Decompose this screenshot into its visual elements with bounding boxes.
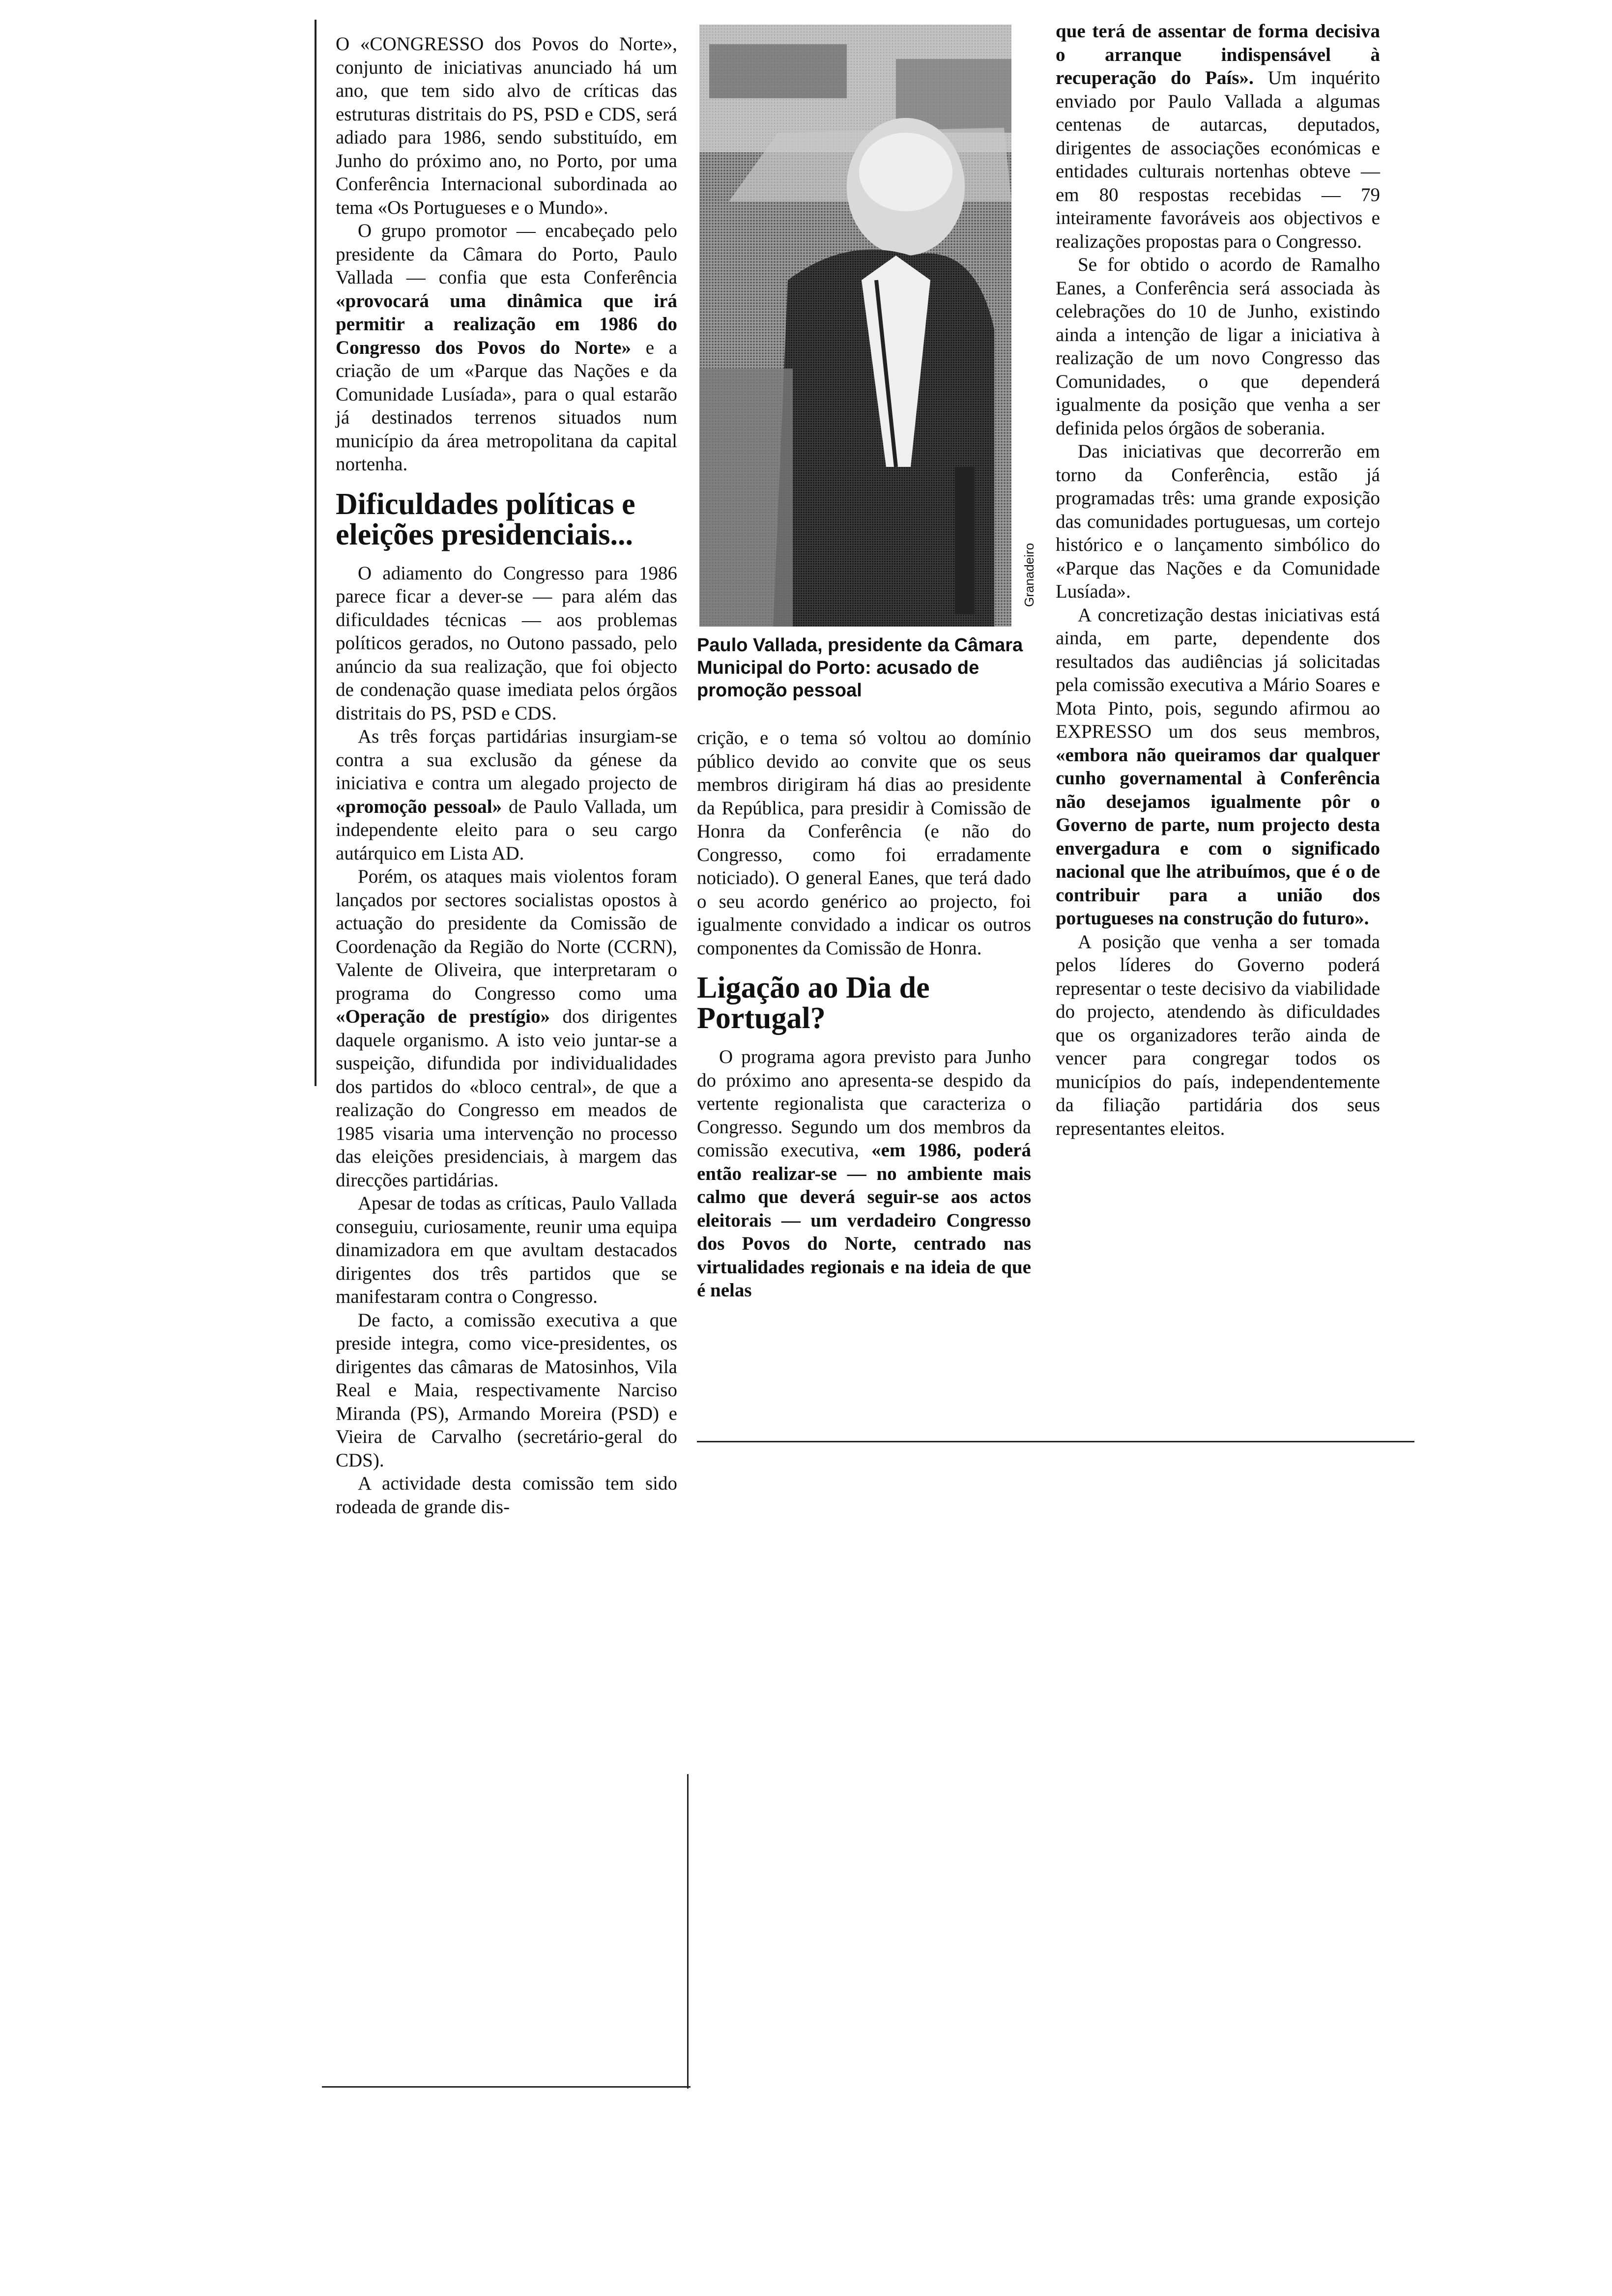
paragraph: crição, e o tema só voltou ao domínio público devido ao convite que os seus membros dirigiram há dias ao presidente da República, para presidir à Comissão de Honra da Conferência (e não do Congresso, como foi erradamente noticiado). O general Eanes, que terá dado o seu acordo genérico ao projecto, foi igualmente convidado a indicar os outros componentes da Comissão de Honra.	[697, 727, 1031, 959]
paragraph: A actividade desta comissão tem sido rodeada de grande dis-	[336, 1473, 677, 1518]
paragraph: Porém, os ataques mais violentos foram lançados por sectores socialistas opostos à actuação do presidente da Comissão de Coordenação da Região do Norte (CCRN), Valente de Oliveira, que interpretaram o programa do Congresso como uma «Operação de prestígio» dos dirigentes daquele organismo. A isto veio juntar-se a suspeição, difundida por individualidades dos partidos do «bloco central», de que a realização do Congresso em meados de 1985 visaria uma intervenção no processo das eleições presidenciais, à margem das direcções partidárias.	[336, 866, 677, 1191]
section-heading: Ligação ao Dia de Portugal?	[697, 971, 930, 1035]
article-column-1	[336, 32, 677, 1519]
paragraph: As três forças partidárias insurgiam-se contra a sua exclusão da génese da iniciativa e contra um alegado projecto de «promoção pessoal» de Paulo Vallada, um independente eleito para o seu cargo autárquico em Lista AD.	[336, 726, 677, 864]
paragraph: Se for obtido o acordo de Ramalho Eanes, a Conferência será associada às celebrações do 10 de Junho, existindo ainda a intenção de ligar a iniciativa à realização de um novo Congresso das Comunidades, o que dependerá igualmente da posição que venha a ser definida pelos órgãos de soberania.	[1056, 254, 1380, 439]
portrait-photo-image	[699, 25, 1011, 627]
paragraph: O programa agora previsto para Junho do próximo ano apresenta-se despido da vertente regionalista que caracteriza o Congresso. Segundo um dos membros da comissão executiva, «em 1986, poderá então realizar-se — no ambiente mais calmo que deverá seguir-se aos actos eleitorais — um verdadeiro Congresso dos Povos do Norte, centrado nas virtualidades regionais e na ideia de que é nelas	[697, 1046, 1031, 1301]
paragraph: A concretização destas iniciativas está ainda, em parte, dependente dos resultados das audiências já solicitadas pela comissão executiva a Mário Soares e Mota Pinto, pois, segundo afirmou ao EXPRESSO um dos seus membros, «embora não queiramos dar qualquer cunho governamental à Conferência não desejamos igualmente pôr o Governo de parte, num projecto desta envergadura e com o significado nacional que lhe atribuímos, que é o de contribuir para a união dos portugueses na construção do futuro».	[1056, 604, 1380, 929]
photo-credit: Granadeiro	[1022, 543, 1036, 607]
paragraph: O «CONGRESSO dos Povos do Norte», conjunto de iniciativas anunciado há um ano, que tem sido alvo de críticas das estruturas distritais do PS, PSD e CDS, será adiado para 1986, sendo substituído, em Junho do próximo ano, no Porto, por uma Conferência Internacional subordinada ao tema «Os Portugueses e o Mundo».	[336, 33, 677, 218]
paragraph: que terá de assentar de forma decisiva o arranque indispensável à recuperação do País». Um inquérito enviado por Paulo Vallada a algumas centenas de autarcas, deputados, dirigentes de associações económicas e entidades culturais nortenhas obteve — em 80 respostas recebidas — 79 inteiramente favoráveis aos objectivos e realizações propostas para o Congresso.	[1056, 21, 1380, 252]
photo-caption: Paulo Vallada, presidente da Câmara Municipal do Porto: acusado de promoção pessoal	[697, 635, 1023, 701]
article-column-2	[697, 726, 1031, 1302]
col1-right-rule	[687, 1774, 689, 2089]
left-column-rule	[315, 20, 317, 1086]
portrait-photo	[699, 25, 1011, 627]
bottom-rule	[697, 1441, 1414, 1442]
section-heading: Dificuldades políticas e eleições presidenciais...	[336, 487, 635, 551]
paragraph: O adiamento do Congresso para 1986 parece ficar a dever-se — para além das dificuldades técnicas — aos problemas políticos gerados, no Outono passado, pelo anúncio da sua realização, que foi objecto de condenação quase imediata pelos órgãos distritais do PS, PSD e CDS.	[336, 562, 677, 724]
paragraph: Apesar de todas as críticas, Paulo Vallada conseguiu, curiosamente, reunir uma equipa dinamizadora em que avultam destacados dirigentes dos três partidos que se manifestaram contra o Congresso.	[336, 1193, 677, 1307]
paragraph: O grupo promotor — encabeçado pelo presidente da Câmara do Porto, Paulo Vallada — confia que esta Conferência «provocará uma dinâmica que irá permitir a realização em 1986 do Congresso dos Povos do Norte» e a criação de um «Parque das Nações e da Comunidade Lusíada», para o qual estarão já destinados terrenos situados num município da área metropolitana da capital nortenha.	[336, 220, 677, 475]
article-column-3	[1056, 20, 1380, 1140]
paragraph: Das iniciativas que decorrerão em torno da Conferência, estão já programadas três: uma grande exposição das comunidades portuguesas, um cortejo histórico e o lançamento simbólico do «Parque das Nações e da Comunidade Lusíada».	[1056, 441, 1380, 602]
paragraph: A posição que venha a ser tomada pelos líderes do Governo poderá representar o teste decisivo da viabilidade do projecto, atendendo às dificuldades que os organizadores terão ainda de vencer para congregar todos os municípios do país, independentemente da filiação partidária dos seus representantes eleitos.	[1056, 931, 1380, 1139]
paragraph: De facto, a comissão executiva a que preside integra, como vice-presidentes, os dirigentes das câmaras de Matosinhos, Vila Real e Maia, respectivamente Narciso Miranda (PS), Armando Moreira (PSD) e Vieira de Carvalho (secretário-geral do CDS).	[336, 1309, 677, 1471]
col1-bottom-rule	[322, 2086, 691, 2088]
